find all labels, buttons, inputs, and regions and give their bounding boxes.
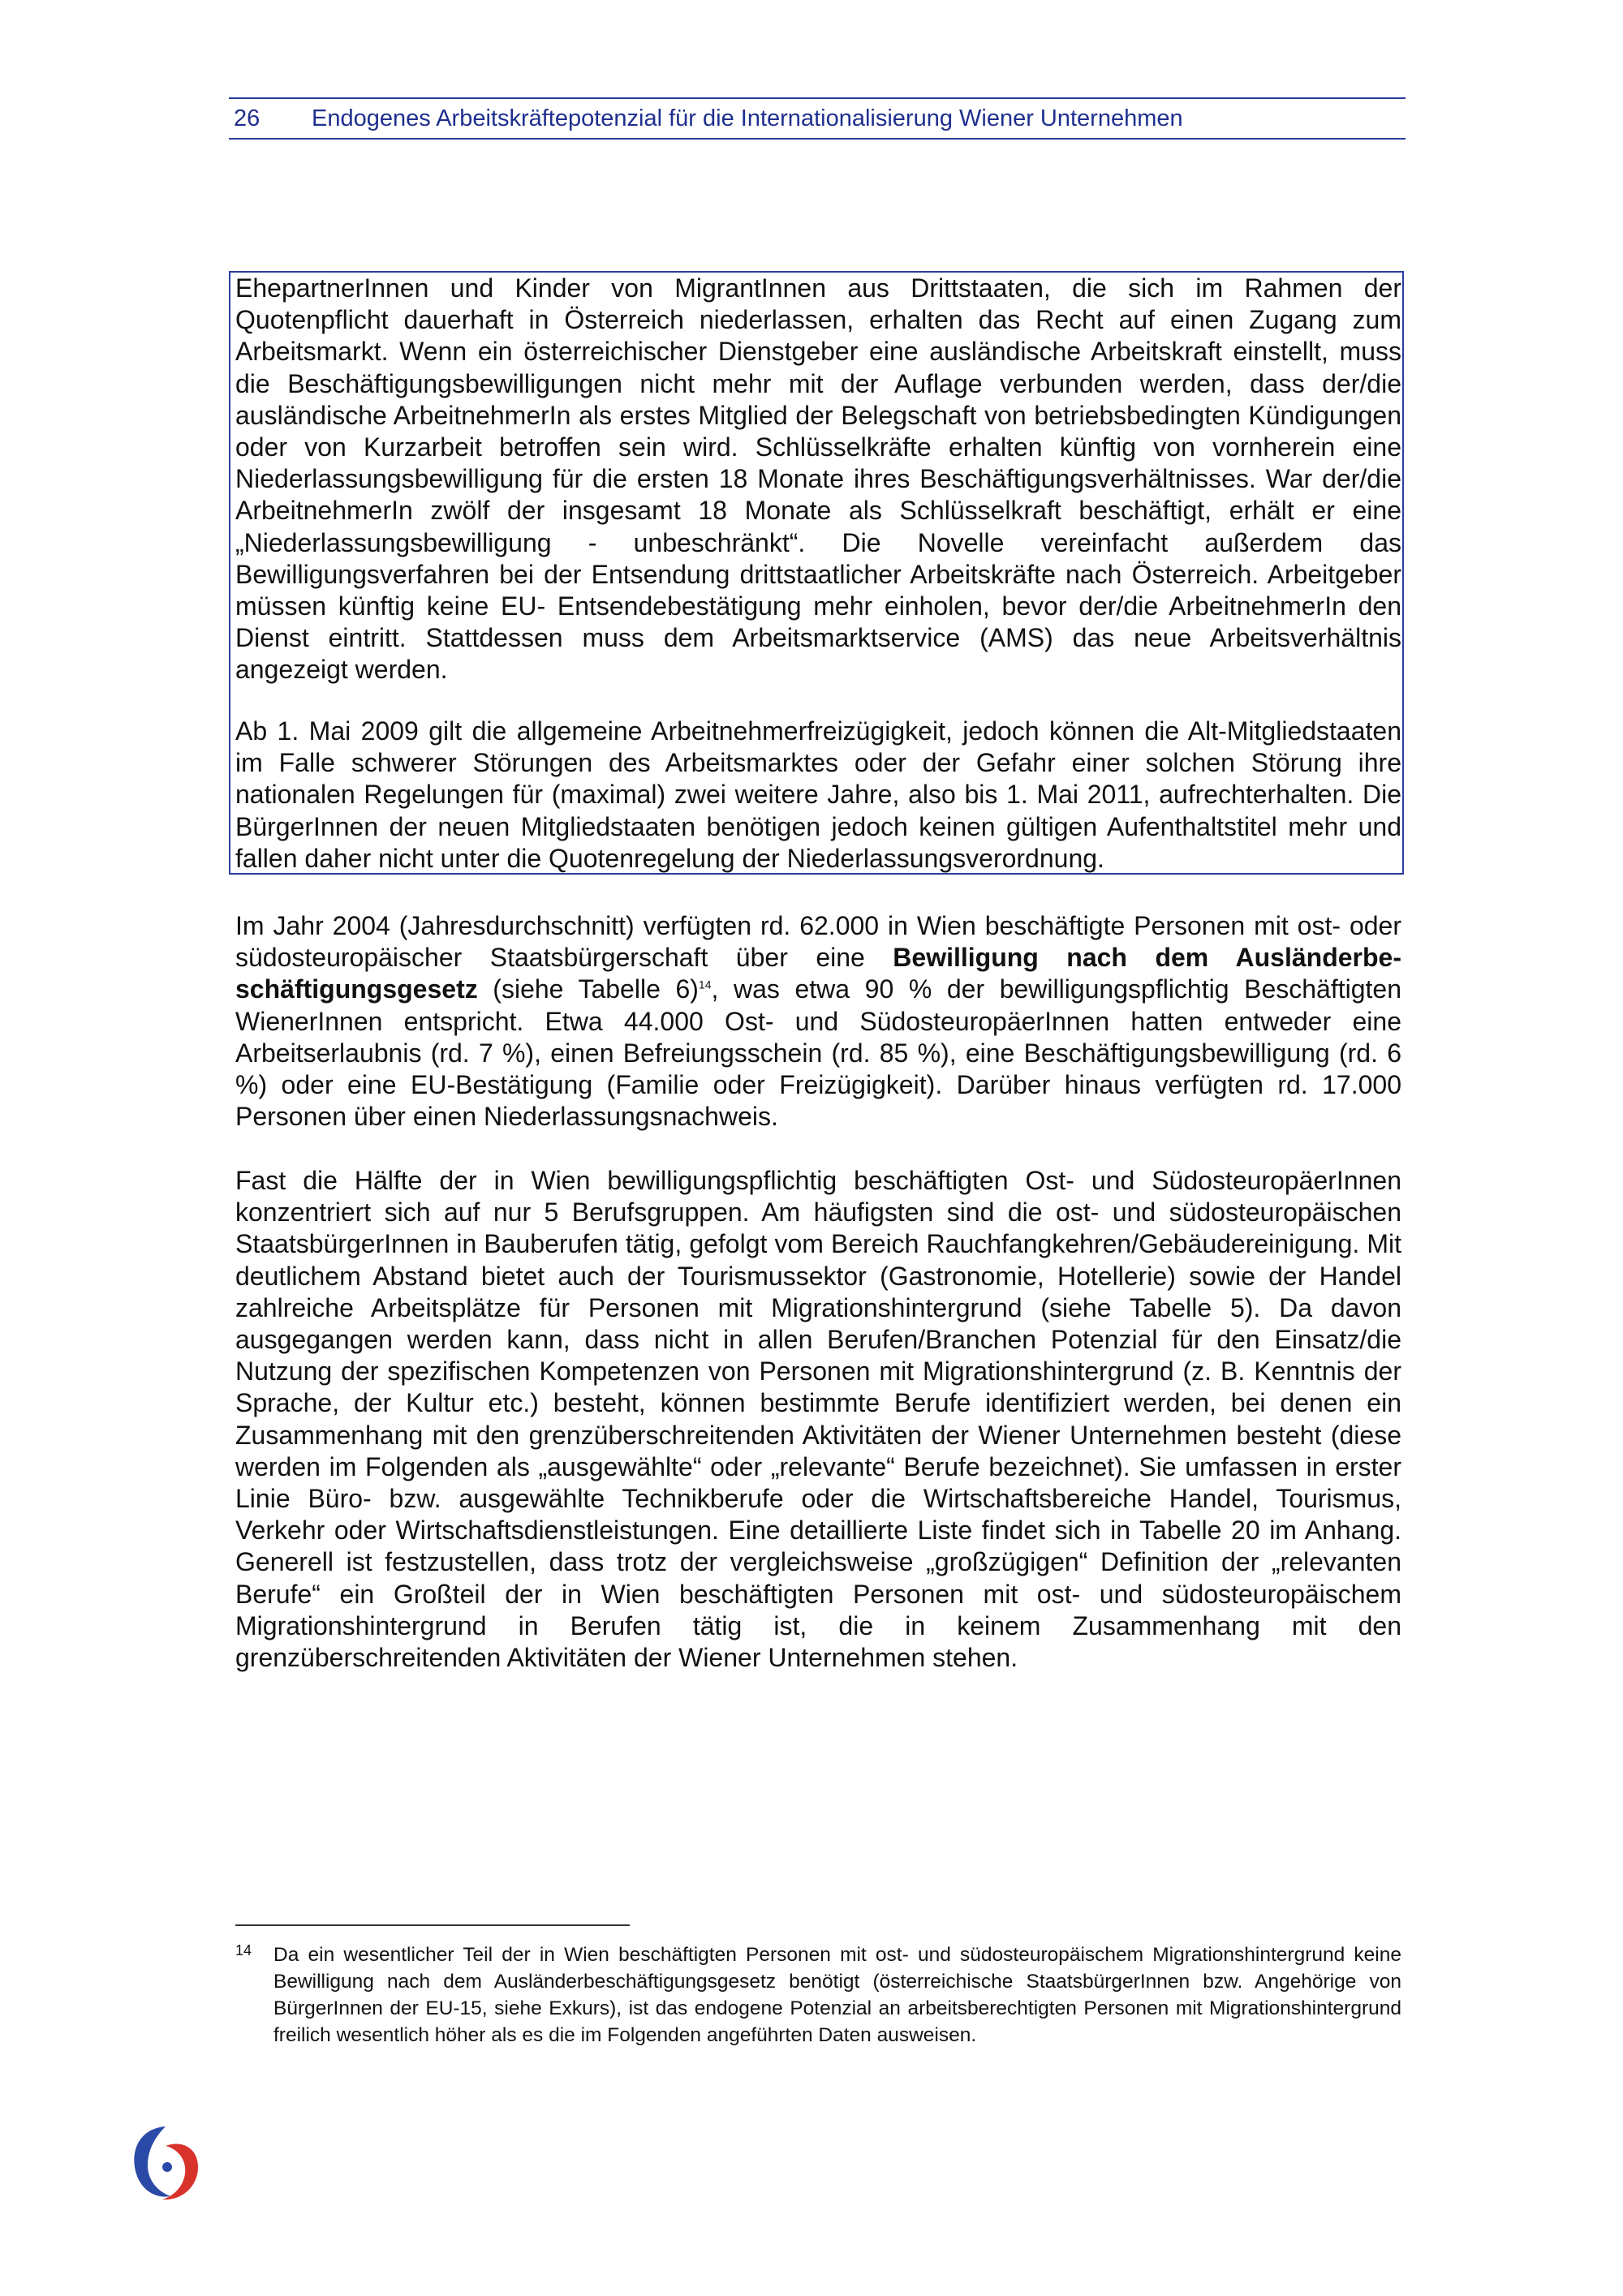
footnote-number: 14 [235, 1942, 252, 1958]
exkurs-paragraph-2: Ab 1. Mai 2009 gilt die allgemeine Arbeitnehmerfreizügigkeit, jedoch können die Alt-Mitgliedstaaten im Falle schwerer Störungen des Arbeitsmarktes oder der Gefahr einer solchen Störung ihre nationalen Regelungen für (maximal) zwei weitere Jahre, also bis 1. Mai 2011, aufrechterhalten. Die BürgerInnen der neuen Mitgliedstaaten benötigen jedoch keinen gültigen Aufenthaltstitel mehr und fallen daher nicht unter die Quotenregelung der Niederlassungsverordnung. [235, 716, 1401, 873]
paragraph-text: (siehe Tabelle 6) [477, 974, 699, 1004]
page-header [229, 97, 1406, 140]
logo-icon [130, 2122, 201, 2203]
body-paragraph-1 [235, 910, 1401, 1133]
exkurs-paragraph-1: EhepartnerInnen und Kinder von MigrantInnen aus Drittstaaten, die sich im Rahmen der Quotenpflicht dauerhaft in Österreich niederlassen, erhalten das Recht auf einen Zugang zum Arbeitsmarkt. Wenn ein österreichischer Dienstgeber eine ausländische Arbeitskraft einstellt, muss die Beschäftigungsbewilligungen nicht mehr mit der Auflage verbunden werden, dass der/die ausländische ArbeitnehmerIn als erstes Mitglied der Belegschaft von betriebsbedingten Kündigungen oder von Kurzarbeit betroffen sein wird. Schlüsselkräfte erhalten künftig von vornherein eine Niederlassungsbewilligung für die ersten 18 Monate ihres Beschäftigungsverhältnisses. War der/die ArbeitnehmerIn zwölf der insgesamt 18 Monate als Schlüsselkraft beschäftigt, erhält er eine „Niederlassungsbewilligung - unbeschränkt“. Die Novelle vereinfacht außerdem das Bewilligungsverfahren bei der Entsendung drittstaatlicher Arbeitskräfte nach Österreich. Arbeitgeber müssen künftig keine EU- Entsendebestätigung mehr einholen, bevor der/die ArbeitnehmerIn den Dienst eintritt. Stattdessen muss dem Arbeitsmarktservice (AMS) das neue Arbeitsverhältnis angezeigt werden. [235, 273, 1401, 685]
footnote-text: Da ein wesentlicher Teil der in Wien beschäftigten Personen mit ost- und südosteuropäischem Migrationshintergrund keine Bewilligung nach dem Ausländerbeschäftigungsgesetz benötigt (österreichische StaatsbürgerInnen bzw. Angehörige von BürgerInnen der EU-15, siehe Exkurs), ist das endogene Potenzial an arbeitsberechtigten Personen mit Migrationshintergrund freilich wesentlich höher als es die im Folgenden angeführten Daten ausweisen. [273, 1944, 1401, 2046]
footnote-separator [235, 1924, 630, 1926]
paragraph-text: , was etwa 90 % der bewilligungspflichtig Beschäftigten WienerInnen entspricht. Etwa 44.000 Ost- und SüdosteuropäerInnen hatten entweder eine Arbeitserlaubnis (rd. 7 %), einen Befreiungsschein (rd. 85 %), eine Beschäftigungsbewilligung (rd. 6 %) oder eine EU-Bestätigung (Familie oder Freizügigkeit). Darüber hinaus verfügten rd. 17.000 Personen über einen Niederlassungsnachweis. [235, 974, 1402, 1132]
bold-term: Bewilligung nach dem Ausländerbeschäftigungsgesetz [235, 943, 1402, 1004]
running-title: Endogenes Arbeitskräftepotenzial für die Internationalisierung Wiener Unternehmen [312, 105, 1183, 131]
footnote-reference[interactable]: 14 [698, 978, 712, 991]
page-number: 26 [234, 105, 260, 131]
body-paragraph-2: Fast die Hälfte der in Wien bewilligungspflichtig beschäftigten Ost- und SüdosteuropäerInnen konzentriert sich auf nur 5 Berufsgruppen. Am häufigsten sind die ost- und südosteuropäischen StaatsbürgerInnen in Bauberufen tätig, gefolgt vom Bereich Rauchfangkehren/Gebäudereinigung. Mit deutlichem Abstand bietet auch der Tourismussektor (Gastronomie, Hotellerie) sowie der Handel zahlreiche Arbeitsplätze für Personen mit Migrationshintergrund (siehe Tabelle 5). Da davon ausgegangen werden kann, dass nicht in allen Berufen/Branchen Potenzial für den Einsatz/die Nutzung der spezifischen Kompetenzen von Personen mit Migrationshintergrund (z. B. Kenntnis der Sprache, der Kultur etc.) besteht, können bestimmte Berufe identifiziert werden, bei denen ein Zusammenhang mit den grenzüberschreitenden Aktivitäten der Wiener Unternehmen besteht (diese werden im Folgenden als „ausgewählte“ oder „relevante“ Berufe bezeichnet). Sie umfassen in erster Linie Büro- bzw. ausgewählte Technikberufe oder die Wirtschaftsbereiche Handel, Tourismus, Verkehr oder Wirtschaftsdienstleistungen. Eine detaillierte Liste findet sich in Tabelle 20 im Anhang. Generell ist festzustellen, dass trotz der vergleichsweise „großzügigen“ Definition der „relevanten Berufe“ ein Großteil der in Wien beschäftigten Personen mit ost- und südosteuropäischem Migrationshintergrund in Berufen tätig ist, die in keinem Zusammenhang mit den grenzüberschreitenden Aktivitäten der Wiener Unternehmen stehen. [235, 1166, 1401, 1673]
paragraph-text: Im Jahr 2004 (Jahresdurchschnitt) verfügten rd. 62.000 in Wien beschäftigte Personen mit ost- oder südosteuropäischer Staatsbürgerschaft über eine [235, 911, 1401, 973]
